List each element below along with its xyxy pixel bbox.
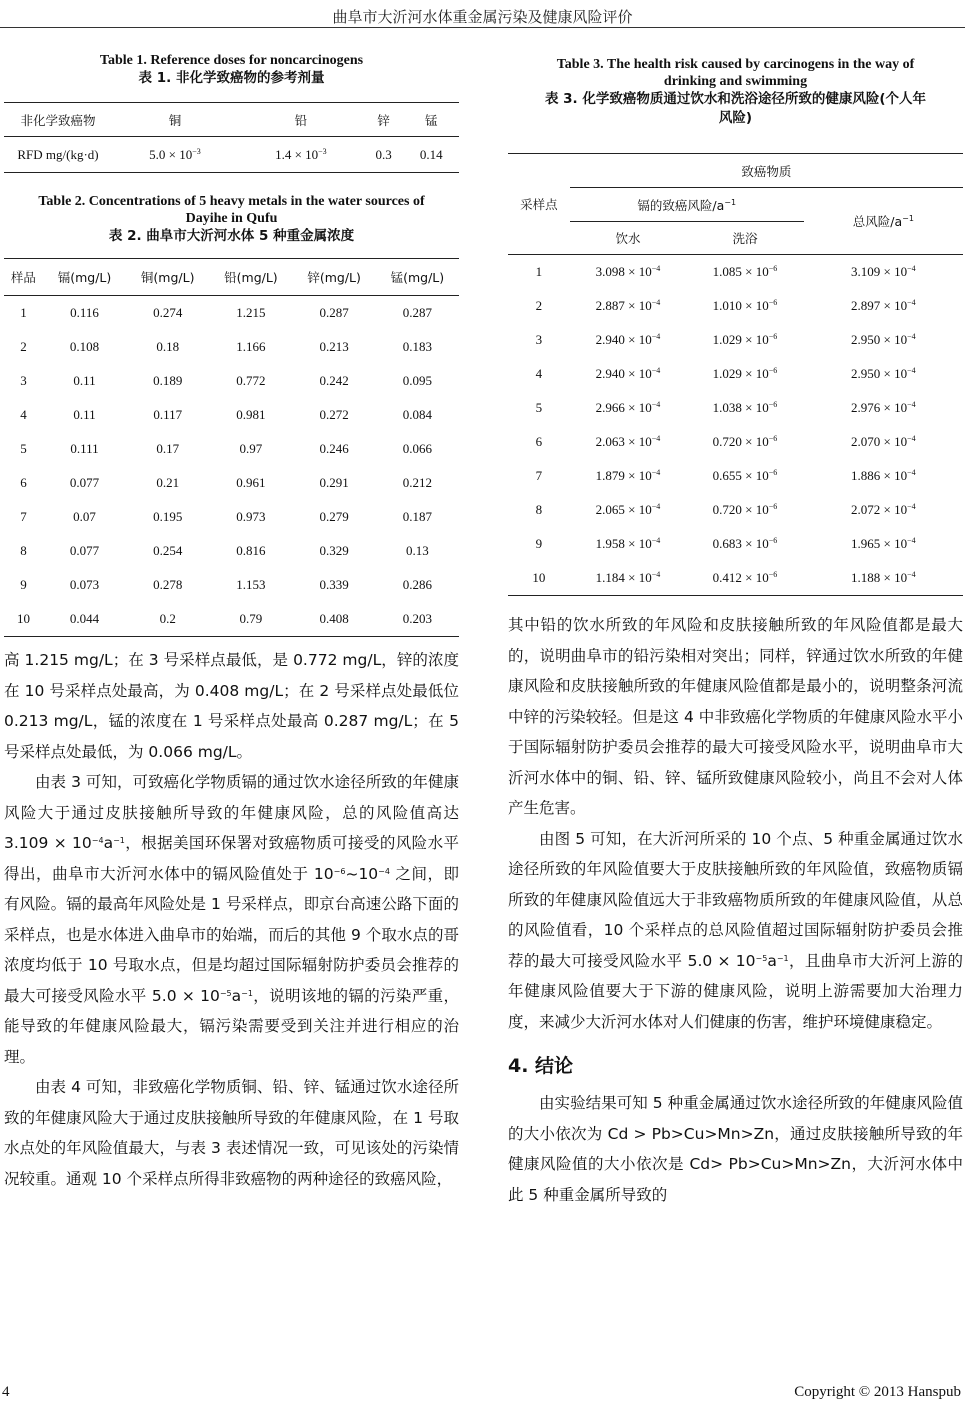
table3-caption-en: Table 3. The health risk caused by carcinogens in the way of drinking and swimming <box>556 57 915 89</box>
table2-cell: 0.329 <box>319 543 349 558</box>
table2-cell: 7 <box>20 509 27 524</box>
table2-cell: 0.11 <box>73 407 96 422</box>
table1-cell: 0.14 <box>419 146 443 162</box>
table3-cell: $1.879 \times 10^{-4}$ <box>595 468 661 483</box>
table2-cell: 0.07 <box>73 509 96 524</box>
table2-header: 镉(mg/L) <box>43 259 126 296</box>
table2-row <box>4 364 459 398</box>
table2-cell: 8 <box>20 543 27 558</box>
table3-cell: 3 <box>535 332 543 347</box>
table3-cell: $0.655 \times 10^{-6}$ <box>712 468 778 483</box>
page-number: 4 <box>2 1384 10 1400</box>
table2-cell: 0.973 <box>236 509 266 524</box>
table2-row <box>4 296 459 331</box>
table3-cell: 5 <box>535 400 543 415</box>
table2-cell: 0.772 <box>236 373 266 388</box>
table2-cell: 0.408 <box>319 611 349 626</box>
table2-cell: 0.961 <box>236 475 266 490</box>
table2-cell: 0.116 <box>70 305 99 320</box>
table2-cell: 0.077 <box>69 475 100 490</box>
table3-cell: $2.940 \times 10^{-4}$ <box>595 366 661 381</box>
table2 <box>4 258 459 637</box>
table3-cell: $3.109 \times 10^{-4}$ <box>851 264 916 279</box>
table2-caption-en: Table 2. Concentrations of 5 heavy metals in the water sources of Dayihe in Qufu <box>38 194 425 226</box>
table2-cell: 0.79 <box>239 611 263 626</box>
table2-cell: 1.215 <box>236 305 266 320</box>
table3-cell: $2.897 \times 10^{-4}$ <box>851 298 916 313</box>
table2-row <box>4 432 459 466</box>
table2-cell: 0.287 <box>319 305 349 320</box>
table3-cell: $1.958 \times 10^{-4}$ <box>595 536 661 551</box>
table1-cell: $1.4 \times 10^{-3}$ <box>275 146 327 162</box>
table2-row <box>4 602 459 637</box>
right-paragraph-2: 由图 5 可知，在大沂河所采的 10 个点、5 种重金属通过饮水途径所致的年风险值要大于皮肤接触所致的年风险值，致癌物质镉所致的年健康风险值远大于非致癌物质所致的年健康风险值，从总的风险值看，10 个采样点的总风险值超过国际辐射防护委员会推荐的最大可接受风险水平 $5.0 \times 10^{-5}a^{-1}$，且曲阜市大沂河上游的年健康风险值要大于下游的健康风险，说明上游需要加大治理力度，来减少大沂河水体对人们健康的伤害，维护环境健康稳定。 <box>508 829 963 1031</box>
table2-cell: 0.066 <box>402 441 432 456</box>
table3-row <box>508 323 963 357</box>
table3-cell: $2.966 \times 10^{-4}$ <box>595 400 661 415</box>
table2-cell: 0.274 <box>153 305 183 320</box>
table3-cell: $1.085 \times 10^{-6}$ <box>712 264 778 279</box>
table2-cell: 6 <box>20 475 27 490</box>
table2-cell: 0.13 <box>406 543 429 558</box>
table2-cell: 0.246 <box>319 441 349 456</box>
table2-cell: 0.291 <box>319 475 349 490</box>
table1-cell: $5.0 \times 10^{-3}$ <box>149 146 201 162</box>
table3-cell: $1.029 \times 10^{-6}$ <box>712 332 778 347</box>
table1-cell: 0.3 <box>375 146 392 162</box>
table2-cell: 0.189 <box>153 373 183 388</box>
table3-cell: $2.950 \times 10^{-4}$ <box>851 366 916 381</box>
table2-cell: 0.279 <box>319 509 349 524</box>
table2-cell: 0.339 <box>319 577 349 592</box>
table2-row <box>4 398 459 432</box>
table2-cell: 0.111 <box>70 441 99 456</box>
table2-cell: 0.108 <box>69 339 100 354</box>
table1 <box>4 102 459 173</box>
right-paragraph-1: 其中铅的饮水所致的年风险和皮肤接触所致的年风险值都是最大的，说明曲阜市的铅污染相对突出；同样，锌通过饮水所致的年健康风险和皮肤接触所致的年健康风险值都是最小的，说明整条河流中锌的污染较轻。但是这 4 中非致癌化学物质的年健康风险水平小于国际辐射防护委员会推荐的最大可接受风险水平，说明曲阜市大沂河水体中的铜、铅、锌、锰所致健康风险较小，尚且不会对人体产生危害。 <box>508 616 963 817</box>
table2-cell: 0.816 <box>236 543 266 558</box>
table2-cell: 0.254 <box>153 543 183 558</box>
table2-row <box>4 568 459 602</box>
table3-caption-zh: 表 3. 化学致癌物质通过饮水和洗浴途径所致的健康风险(个人年 风险) <box>544 91 927 126</box>
table2-cell: 2 <box>20 339 27 354</box>
table2-row <box>4 534 459 568</box>
table3-cell: $1.029 \times 10^{-6}$ <box>712 366 778 381</box>
table3-cell: $2.940 \times 10^{-4}$ <box>595 332 661 347</box>
table3-cell: $2.065 \times 10^{-4}$ <box>595 502 661 517</box>
table1-header: 锰 <box>403 103 459 137</box>
table2-cell: 1.166 <box>236 339 266 354</box>
table2-cell: 0.18 <box>156 339 180 354</box>
table2-cell: 0.11 <box>73 373 96 388</box>
table2-cell: 0.17 <box>156 441 180 456</box>
table3-cell: $0.412 \times 10^{-6}$ <box>712 570 778 585</box>
table3-row <box>508 459 963 493</box>
table3-cell: 6 <box>535 434 543 449</box>
table3-cell: $2.976 \times 10^{-4}$ <box>851 400 916 415</box>
table3-cell: $1.886 \times 10^{-4}$ <box>851 468 916 483</box>
table3-cell: $3.098 \times 10^{-4}$ <box>595 264 661 279</box>
table2-row <box>4 466 459 500</box>
table2-cell: 3 <box>20 373 27 388</box>
table2-cell: 0.195 <box>153 509 183 524</box>
table3-row <box>508 527 963 561</box>
table3-cell: 8 <box>535 502 543 517</box>
table2-cell: 0.203 <box>402 611 432 626</box>
table3-cell: $2.950 \times 10^{-4}$ <box>851 332 916 347</box>
table3-row <box>508 255 963 289</box>
table3-cell: 7 <box>535 468 543 483</box>
section-heading-conclusion: 4. 结论 <box>508 1055 574 1077</box>
table1-caption-en: Table 1. Reference doses for noncarcinogens <box>99 53 364 68</box>
table2-cell: 0.21 <box>156 475 180 490</box>
table3-cell: $1.184 \times 10^{-4}$ <box>595 570 661 585</box>
table2-body <box>4 296 459 637</box>
table3-cell: $1.038 \times 10^{-6}$ <box>712 400 778 415</box>
table3-header-cd-risk: 镉的致癌风险$/a^{-1}$ <box>570 188 804 222</box>
table2-cell: 10 <box>16 611 30 626</box>
left-paragraph-1: 高 1.215 mg/L；在 3 号采样点最低，是 0.772 mg/L，锌的浓度在 10 号采样点处最高，为 0.408 mg/L；在 2 号采样点处最低位 0.213 mg/L，锰的浓度在 1 号采样点处最高 0.287 mg/L；在 5 号采样点处最低，为 0.066 mg/L。 <box>4 651 459 761</box>
table1-header: 非化学致癌物 <box>4 103 112 137</box>
right-column <box>508 56 963 1210</box>
table1-header: 铅 <box>238 103 364 137</box>
table3-cell: $2.063 \times 10^{-4}$ <box>595 434 661 449</box>
copyright-notice: Copyright © 2013 Hanspub <box>794 1384 961 1400</box>
left-paragraph-2: 由表 3 可知，可致癌化学物质镉的通过饮水途径所致的年健康风险大于通过皮肤接触所导致的年健康风险，总的风险值高达 $3.109 \times 10^{-4}a^{-1}$，根据美国环保署对致癌物质可接受的风险水平得出，曲阜市大沂河水体中的镉风险值处于 $10^{-6}\sim 10^{-4}$ 之间，即有风险。镉的最高年风险处是 1 号采样点，即京台高速公路下面的采样点，也是水体进入曲阜市的始端，而后的其他 9 个取水点的哥浓度均低于 10 号取水点，但是均超过国际辐射防护委员会推荐的最大可接受风险水平 $5.0 \times 10^{-5}a^{-1}$，说明该地的镉的污染严重，能导致的年健康风险最大，镉污染需要受到关注并进行相应的治理。 <box>4 773 459 1066</box>
table2-cell: 0.272 <box>319 407 349 422</box>
table2-header: 锰(mg/L) <box>376 259 459 296</box>
table3-cell: $0.720 \times 10^{-6}$ <box>712 502 778 517</box>
table3-row <box>508 357 963 391</box>
table2-cell: 0.073 <box>69 577 100 592</box>
table2-cell: 0.242 <box>319 373 349 388</box>
table3-cell: $1.188 \times 10^{-4}$ <box>851 570 916 585</box>
table3-row <box>508 289 963 323</box>
table2-cell: 5 <box>20 441 27 456</box>
table3-header-bath: 洗浴 <box>732 231 758 246</box>
table2-cell: 0.084 <box>402 407 432 422</box>
table2-cell: 0.287 <box>402 305 432 320</box>
table3-cell: 1 <box>535 264 543 279</box>
table3-row <box>508 493 963 527</box>
table2-header: 锌(mg/L) <box>293 259 376 296</box>
table2-cell: 9 <box>20 577 27 592</box>
table3-cell: $2.887 \times 10^{-4}$ <box>595 298 661 313</box>
table3 <box>508 153 963 596</box>
table3-cell: $1.010 \times 10^{-6}$ <box>712 298 778 313</box>
table2-cell: 0.286 <box>402 577 432 592</box>
table2-cell: 1.153 <box>236 577 266 592</box>
header-rule <box>0 27 965 28</box>
table2-cell: 1 <box>20 305 27 320</box>
table2-row <box>4 330 459 364</box>
table3-cell: 2 <box>535 298 543 313</box>
right-paragraph-3: 由实验结果可知 5 种重金属通过饮水途径所致的年健康风险值的大小依次为 Cd > Pb>Cu>Mn>Zn，通过皮肤接触所导致的年健康风险值的大小依次是 Cd> Pb>Cu>Mn>Zn，大沂河水体中此 5 种重金属所导致的 <box>508 1094 963 1204</box>
table3-row <box>508 425 963 459</box>
table2-header: 铅(mg/L) <box>209 259 292 296</box>
table2-header: 铜(mg/L) <box>126 259 209 296</box>
table3-row <box>508 561 963 596</box>
table1-header: 铜 <box>112 103 238 137</box>
table3-header-carcinogen: 致癌物质 <box>570 154 963 188</box>
table2-cell: 0.2 <box>159 611 176 626</box>
table1-header: 锌 <box>364 103 404 137</box>
table2-cell: 0.981 <box>236 407 266 422</box>
table3-cell: $2.070 \times 10^{-4}$ <box>851 434 916 449</box>
table3-header-site: 采样点 <box>520 197 558 212</box>
table2-cell: 0.212 <box>402 475 432 490</box>
table3-cell: $0.720 \times 10^{-6}$ <box>712 434 778 449</box>
table2-cell: 0.183 <box>402 339 432 354</box>
left-column <box>4 52 459 1194</box>
table2-cell: 0.213 <box>319 339 349 354</box>
table1-caption-zh: 表 1. 非化学致癌物的参考剂量 <box>138 70 325 86</box>
table2-cell: 4 <box>20 407 27 422</box>
table2-cell: 0.278 <box>153 577 183 592</box>
table3-cell: $2.072 \times 10^{-4}$ <box>851 502 916 517</box>
table3-header-drink: 饮水 <box>615 231 641 246</box>
table2-cell: 0.97 <box>239 441 263 456</box>
table2-cell: 0.044 <box>69 611 100 626</box>
table2-cell: 0.077 <box>69 543 100 558</box>
table2-cell: 0.095 <box>402 373 432 388</box>
table3-cell: 10 <box>532 570 546 585</box>
table2-cell: 0.117 <box>153 407 183 422</box>
table1-row-label: RFD mg/(kg·d) <box>17 146 99 162</box>
table3-cell: 4 <box>535 366 543 381</box>
left-paragraph-3: 由表 4 可知，非致癌化学物质铜、铅、锌、锰通过饮水途径所致的年健康风险大于通过皮肤接触所导致的年健康风险，在 1 号取水点处的年风险值最大，与表 3 表述情况一致，可见该处的污染情况较重。通观 10 个采样点所得非致癌物的两种途径的致癌风险， <box>4 1078 459 1188</box>
table2-cell: 0.187 <box>402 509 432 524</box>
table2-header: 样品 <box>4 259 43 296</box>
running-title: 曲阜市大沂河水体重金属污染及健康风险评价 <box>332 8 633 26</box>
table3-row <box>508 391 963 425</box>
table3-cell: $1.965 \times 10^{-4}$ <box>851 536 916 551</box>
table3-cell: 9 <box>535 536 543 551</box>
table2-caption-zh: 表 2. 曲阜市大沂河水体 5 种重金属浓度 <box>108 228 355 244</box>
table3-body <box>508 255 963 596</box>
table2-row <box>4 500 459 534</box>
table3-cell: $0.683 \times 10^{-6}$ <box>712 536 778 551</box>
table3-header-total: 总风险$/a^{-1}$ <box>852 214 914 229</box>
